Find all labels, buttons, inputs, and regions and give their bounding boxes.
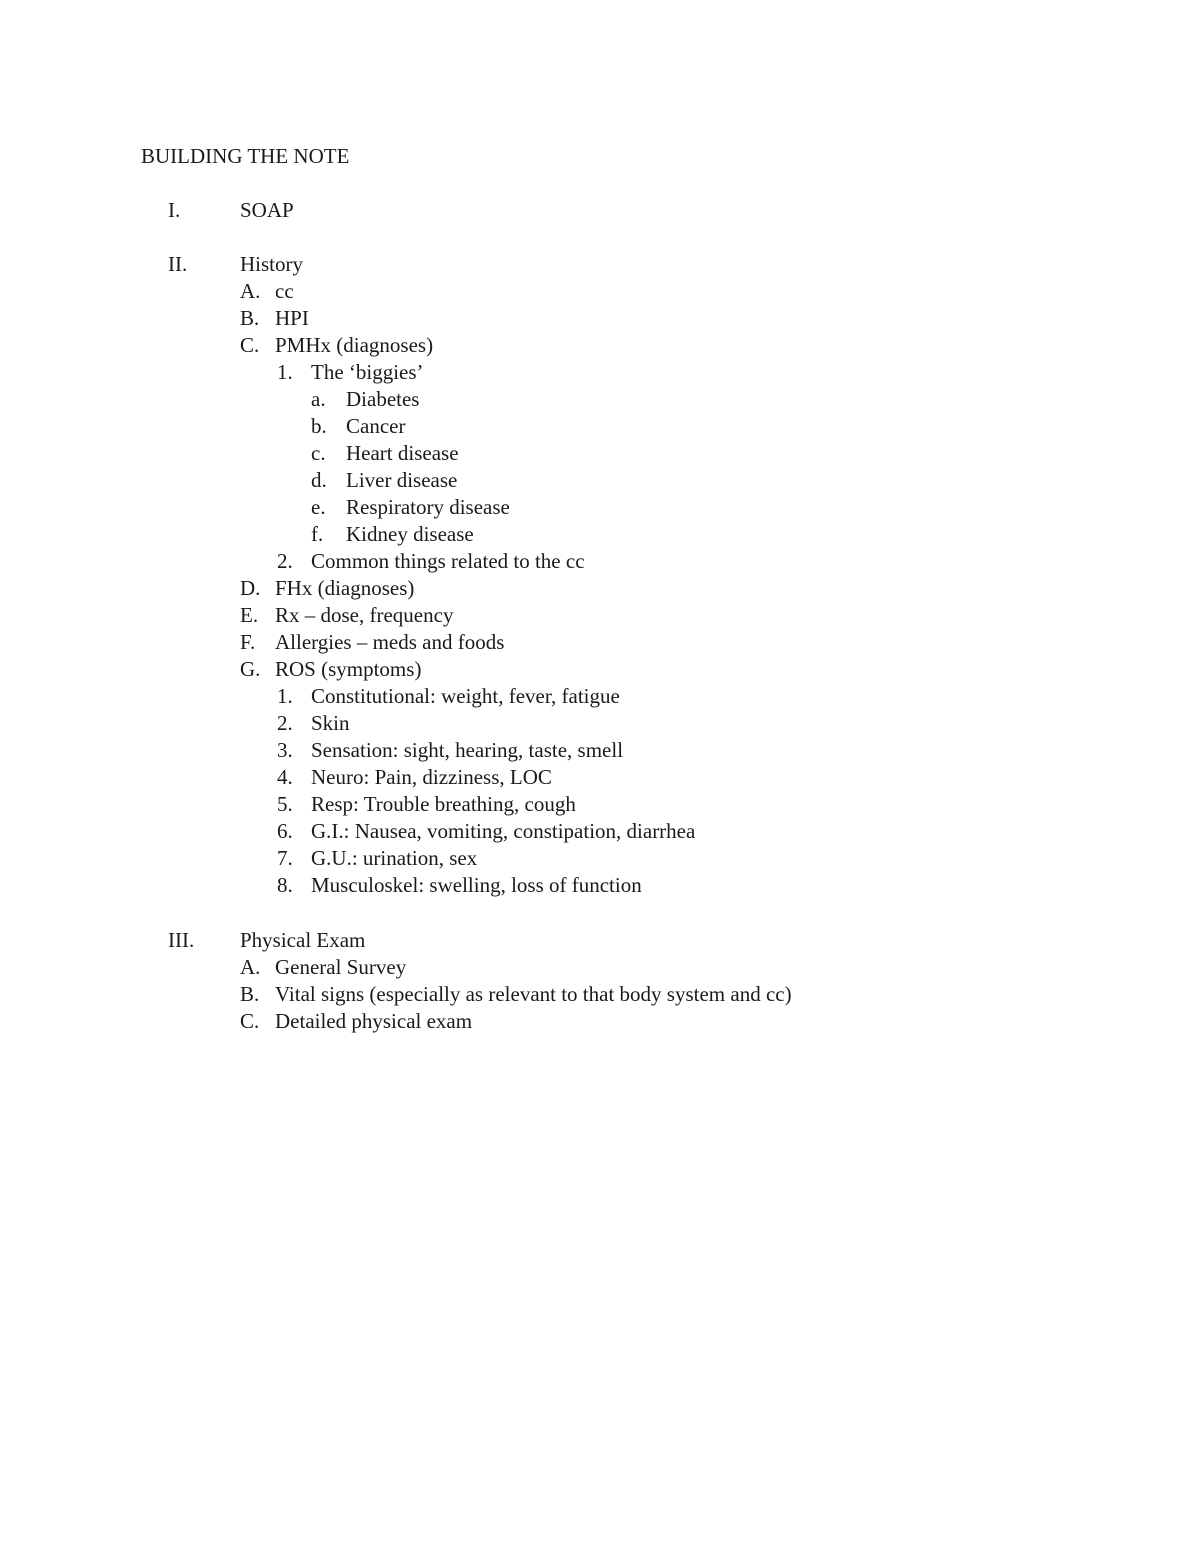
outline-marker: 1. bbox=[277, 684, 293, 708]
outline-marker: C. bbox=[240, 333, 260, 357]
outline-marker: 2. bbox=[277, 549, 293, 573]
outline-item: FHx (diagnoses) bbox=[275, 576, 415, 600]
outline-marker: d. bbox=[311, 468, 327, 492]
outline-item: ROS (symptoms) bbox=[275, 657, 422, 681]
outline-marker: a. bbox=[311, 387, 326, 411]
outline-marker: C. bbox=[240, 1009, 260, 1033]
section-marker: II. bbox=[168, 252, 188, 276]
outline-item: Allergies – meds and foods bbox=[275, 630, 505, 654]
section-marker: III. bbox=[168, 928, 195, 952]
document-title: BUILDING THE NOTE bbox=[141, 144, 350, 168]
outline-marker: 2. bbox=[277, 711, 293, 735]
outline-marker: 1. bbox=[277, 360, 293, 384]
outline-marker: c. bbox=[311, 441, 326, 465]
outline-marker: A. bbox=[240, 279, 261, 303]
outline-item: cc bbox=[275, 279, 294, 303]
outline-marker: 6. bbox=[277, 819, 293, 843]
outline-item: PMHx (diagnoses) bbox=[275, 333, 434, 357]
outline-item: Skin bbox=[311, 711, 350, 735]
outline-marker: A. bbox=[240, 955, 261, 979]
section-marker: I. bbox=[168, 198, 181, 222]
outline-item: G.I.: Nausea, vomiting, constipation, diarrhea bbox=[311, 819, 696, 843]
outline-item: Constitutional: weight, fever, fatigue bbox=[311, 684, 620, 708]
outline-item: Cancer bbox=[346, 414, 406, 438]
outline-item: The ‘biggies’ bbox=[311, 360, 424, 384]
outline-item: Heart disease bbox=[346, 441, 459, 465]
outline-marker: B. bbox=[240, 306, 260, 330]
outline-item: General Survey bbox=[275, 955, 407, 979]
outline-marker: f. bbox=[311, 522, 324, 546]
outline-marker: e. bbox=[311, 495, 326, 519]
outline-marker: F. bbox=[240, 630, 256, 654]
outline-item: Musculoskel: swelling, loss of function bbox=[311, 873, 642, 897]
outline-marker: G. bbox=[240, 657, 261, 681]
outline-item: Sensation: sight, hearing, taste, smell bbox=[311, 738, 624, 762]
outline-item: Kidney disease bbox=[346, 522, 474, 546]
outline-item: G.U.: urination, sex bbox=[311, 846, 478, 870]
outline-marker: 8. bbox=[277, 873, 293, 897]
outline-item: Detailed physical exam bbox=[275, 1009, 473, 1033]
outline-marker: 4. bbox=[277, 765, 293, 789]
outline-marker: b. bbox=[311, 414, 327, 438]
outline-item: Rx – dose, frequency bbox=[275, 603, 454, 627]
outline-marker: B. bbox=[240, 982, 260, 1006]
outline-item: Respiratory disease bbox=[346, 495, 510, 519]
outline-item: Resp: Trouble breathing, cough bbox=[311, 792, 576, 816]
outline-marker: 3. bbox=[277, 738, 293, 762]
outline-item: HPI bbox=[275, 306, 309, 330]
outline-item: Liver disease bbox=[346, 468, 458, 492]
outline-marker: 7. bbox=[277, 846, 293, 870]
outline-item: Common things related to the cc bbox=[311, 549, 585, 573]
outline-marker: D. bbox=[240, 576, 261, 600]
section-heading: History bbox=[240, 252, 303, 276]
outline-marker: E. bbox=[240, 603, 259, 627]
outline-item: Diabetes bbox=[346, 387, 420, 411]
outline-item: Neuro: Pain, dizziness, LOC bbox=[311, 765, 552, 789]
section-heading: SOAP bbox=[240, 198, 294, 222]
outline-item: Vital signs (especially as relevant to that body system and cc) bbox=[275, 982, 792, 1006]
section-heading: Physical Exam bbox=[240, 928, 366, 952]
outline-marker: 5. bbox=[277, 792, 293, 816]
